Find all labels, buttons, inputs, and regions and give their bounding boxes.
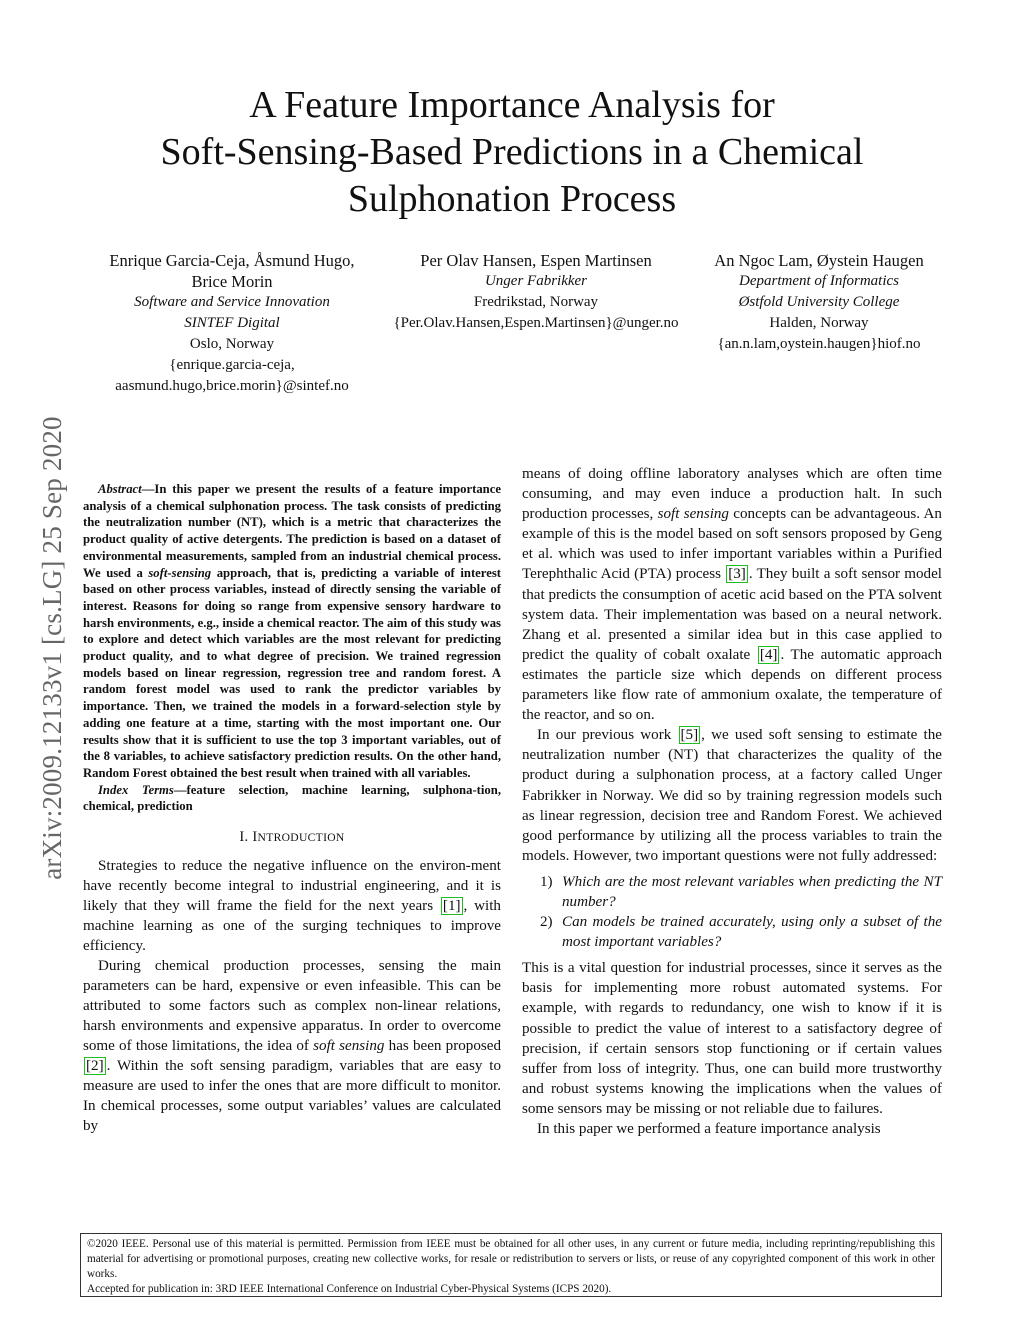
citation-link[interactable]: [3] <box>728 566 746 583</box>
list-number: 2) <box>540 914 553 931</box>
abstract-dash: — <box>141 482 155 496</box>
author-org: Unger Fabrikker <box>484 273 588 289</box>
author-email: {an.n.lam,oystein.haugen}hiof.no <box>717 336 921 352</box>
copyright-text: ©2020 IEEE. Personal use of this material is permitted. Permission from IEEE must be obtained for all other uses, in any current or future media, including reprinting/republishing this material for advertising or promotional purposes, creating new collective works, for resale or redistribution to servers or lists, or reuse of any copyrighted component of this work in other works. <box>87 1238 935 1280</box>
section-rest: NTRODUCTION <box>257 831 345 845</box>
author-names: Per Olav Hansen, Espen Martinsen <box>420 251 652 270</box>
left-column <box>83 481 501 1136</box>
index-terms-text: feature selection, machine learning, sulphona-tion, chemical, prediction <box>83 782 501 814</box>
list-number: 1) <box>540 873 553 890</box>
author-org: SINTEF Digital <box>184 315 280 331</box>
list-item <box>522 912 942 952</box>
body-paragraph <box>522 725 942 866</box>
section-heading-introduction <box>83 827 501 848</box>
index-terms-dash: — <box>173 782 187 797</box>
author-city: Halden, Norway <box>769 315 869 331</box>
author-org: Østfold University College <box>738 294 900 310</box>
abstract <box>83 481 501 782</box>
title-line-2: Soft-Sensing-Based Predictions in a Chemical <box>160 131 864 173</box>
abstract-text: approach, that is, predicting a variable of interest based on other process variables, instead of directly sensing the variable of interest. Reasons for doing so range from expensive sensory hardware to harsh environments, e.g., inside a chemical reactor. The aim of this study was to explore and detect which variables are the most relevant for predicting product quality, and to what degree of precision. We trained regression models based on linear regression, regression tree and random forest. A random forest model was used to rank the predictor variables by importance. Then, we trained the models in a forward-selection style by adding one feature at a time, starting with the most important one. Our results show that it is sufficient to use the top 3 important variables, out of the 8 variables, to achieve satisfactory prediction results. On the other hand, Random Forest obtained the best result when trained with all variables. <box>83 565 501 780</box>
list-text: Which are the most relevant variables when predicting the NT number? <box>562 873 942 910</box>
paragraph-text: has been proposed <box>384 1038 501 1055</box>
body-paragraph <box>522 464 942 725</box>
citation-link[interactable]: [1] <box>442 898 461 915</box>
title-line-3: Sulphonation Process <box>347 178 677 220</box>
paragraph-emphasis: soft sensing <box>313 1038 385 1055</box>
paragraph-text: . The automatic approach estimates the particle size which depends on different process parameters like flow rate of ammonium oxalate, the temperature of the reactor, and so on. <box>522 646 942 724</box>
paragraph-text: , with machine learning as one of the surging techniques to improve efficiency. <box>83 898 501 955</box>
author-names: Brice Morin <box>191 272 273 291</box>
paragraph-text: During chemical production processes, sensing the main parameters can be hard, expensive or even infeasible. This can be attributed to some factors such as complex non-linear relations, harsh environments and expensive apparatus. In order to overcome some of those limitations, the idea of <box>83 958 501 1055</box>
author-dept: Department of Informatics <box>739 273 899 289</box>
index-terms <box>83 782 501 815</box>
paragraph-text: . Within the soft sensing paradigm, variables that are easy to measure are used to infer the ones that are more difficult to monitor. In chemical processes, some output variables’ values are calculated by <box>83 1058 501 1135</box>
paragraph-text: . They built a soft sensor model that predicts the consumption of acetic acid based on the PTA solvent system data. Their implementation was based on a neural network. Zhang et al. presented a similar idea but in this case applied to predict the quality of cobalt oxalate <box>522 566 942 663</box>
list-text: Can models be trained accurately, using only a subset of the most important variables? <box>562 914 942 951</box>
author-names: An Ngoc Lam, Øystein Haugen <box>714 251 924 270</box>
accepted-text: Accepted for publication in: 3RD IEEE International Conference on Industrial Cyber-Physical Systems (ICPS 2020). <box>87 1283 612 1295</box>
abstract-emphasis: soft-sensing <box>148 565 212 580</box>
paragraph-text: In our previous work <box>537 727 678 744</box>
copyright-notice <box>80 1233 942 1297</box>
paragraph-emphasis: soft sensing <box>657 506 729 523</box>
author-email: {enrique.garcia-ceja, <box>169 357 295 373</box>
author-email: aasmund.hugo,brice.morin}@sintef.no <box>115 378 349 394</box>
list-item <box>522 872 942 912</box>
author-email: {Per.Olav.Hansen,Espen.Martinsen}@unger.no <box>393 315 679 331</box>
paragraph-text: Strategies to reduce the negative influence on the environ-ment have recently become integral to industrial engineering, and it is likely that they will frame the field for the next years <box>83 858 501 915</box>
citation-link[interactable]: [2] <box>86 1058 104 1075</box>
section-numeral: I. <box>239 829 253 846</box>
author-names: Enrique Garcia-Ceja, Åsmund Hugo, <box>109 251 355 270</box>
questions-list <box>522 872 942 952</box>
citation-link[interactable]: [4] <box>759 646 778 663</box>
section-initial: I <box>252 829 258 846</box>
author-block-hiof <box>692 250 946 355</box>
intro-paragraph <box>83 856 501 956</box>
index-terms-label: Index Terms <box>98 782 174 797</box>
body-paragraph: In this paper we performed a feature importance analysis <box>537 1121 881 1137</box>
author-block-sintef <box>78 250 386 397</box>
paragraph-text: means of doing offline laboratory analyses which are often time consuming, and may even induce a production halt. In such production processes, <box>522 466 942 523</box>
paragraph-text: concepts can be advantageous. An example of this is the model based on soft sensors proposed by Geng et al. which was used to infer important variables within a Purified Terephthalic Acid (PTA) process <box>522 506 942 583</box>
author-block-unger <box>384 250 688 334</box>
intro-paragraph <box>83 956 501 1136</box>
author-city: Fredrikstad, Norway <box>473 294 599 310</box>
body-paragraph: This is a vital question for industrial processes, since it serves as the basis for implementing more robust automated systems. For example, with regards to redundancy, one wish to know if it is possible to predict the value of interest to a satisfactory degree of precision, if certain sensors stop functioning or if certain values suffer from loss of integrity. Thus, one can build more trustworthy and robust systems knowing the implications when the values of some sensors may be missing or not reliable due to failures. <box>522 960 942 1117</box>
title-line-1: A Feature Importance Analysis for <box>249 84 775 126</box>
abstract-text: In this paper we present the results of a feature importance analysis of a chemical sulphonation process. The task consists of predicting the neutralization number (NT), which is a metric that characterizes the product quality of active detergents. The prediction is based on a dataset of environmental measurements, sampled from an industrial chemical process. We used a <box>83 482 501 580</box>
abstract-label: Abstract <box>98 482 142 496</box>
paragraph-text: , we used soft sensing to estimate the neutralization number (NT) that characterizes the quality of the product during a sulphonation process, at a factory called Unger Fabrikker in Norway. We did so by training regression models such as linear regression, decision tree and Random Forest. We achieved good performance by utilizing all the process variables to train the models. However, two important questions were not fully addressed: <box>522 727 942 864</box>
arxiv-stamp[interactable]: arXiv:2009.12133v1 [cs.LG] 25 Sep 2020 <box>37 416 67 880</box>
author-dept: Software and Service Innovation <box>134 294 330 310</box>
paper-title <box>90 82 934 223</box>
citation-link[interactable]: [5] <box>680 727 699 744</box>
author-city: Oslo, Norway <box>189 336 275 352</box>
right-column <box>522 464 942 1139</box>
